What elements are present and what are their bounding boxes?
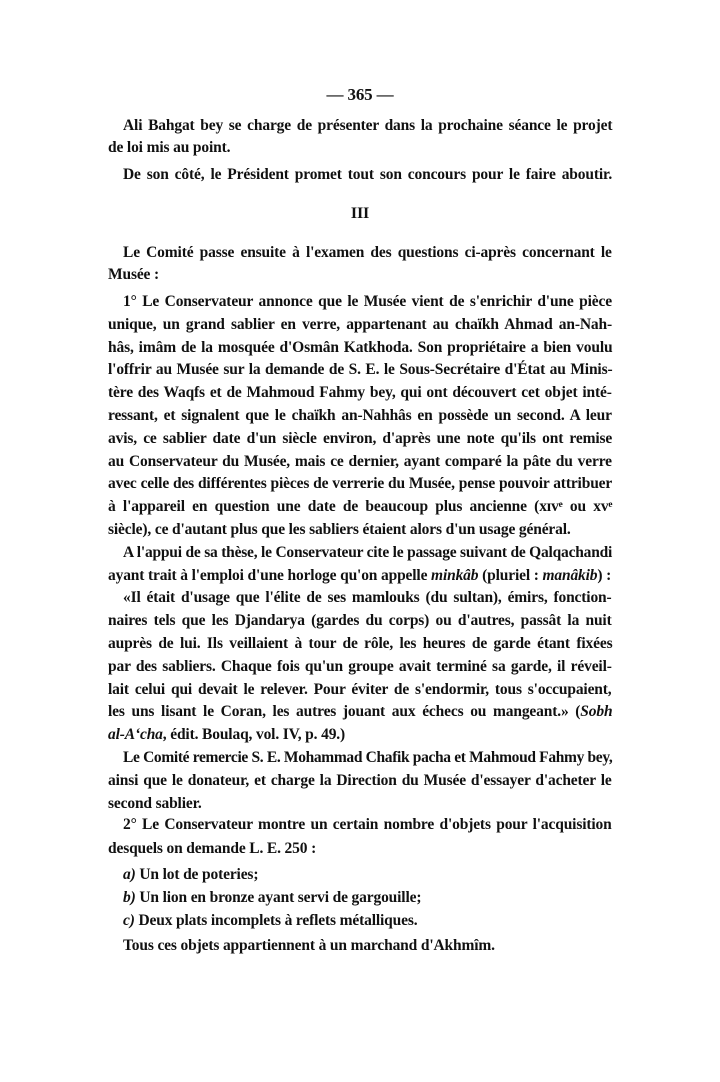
text-segment: III <box>350 205 370 222</box>
text-line <box>108 703 612 721</box>
italic-text: c) <box>123 912 135 929</box>
text-line <box>108 521 571 539</box>
italic-text: minkâb <box>431 566 479 584</box>
text-line <box>108 339 612 357</box>
text-segment: les uns lisant le Coran, les autres jouant aux échecs ou mangeant.» ( <box>108 703 581 721</box>
text-line <box>123 816 612 834</box>
text-line <box>108 681 612 699</box>
text-segment: , édit. Boulaq, vol. IV, p. 49.) <box>162 726 346 744</box>
text-segment: naires tels que les Djandarya (gardes du corps) ou d'autres, passât la nuit <box>108 612 612 630</box>
italic-text: a) <box>123 866 136 883</box>
text-segment: Deux plats incomplets à reflets métalliques. <box>134 912 418 929</box>
text-line <box>108 635 612 653</box>
text-segment: De son côté, le Président promet tout son concours pour le faire aboutir. <box>123 166 613 183</box>
text-segment: siècle), ce d'autant plus que les sabliers étaient alors d'un usage général. <box>108 521 571 538</box>
text-line <box>123 889 421 907</box>
text-segment: ressant, et signalent que le chaïkh an-Nahhâs en possède un second. A leur <box>108 407 612 424</box>
text-line <box>108 612 612 630</box>
italic-text: b) <box>123 889 136 906</box>
text-line <box>123 166 612 184</box>
text-segment: Tous ces objets appartiennent à un marchand d'Akhmîm. <box>123 937 495 954</box>
text-segment: 2° Le Conservateur montre un certain nombre d'objets pour l'acquisition <box>123 816 612 833</box>
text-line <box>123 937 495 955</box>
text-segment: ainsi que le donateur, et charge la Direction du Musée d'essayer d'acheter le <box>108 771 612 789</box>
text-segment: avis, ce sablier date d'un siècle environ, d'après une note qu'ils ont remise <box>108 429 613 447</box>
text-segment: desquels on demande L. E. 250 : <box>108 840 317 857</box>
text-segment: au Conservateur du Musée, mais ce dernier, ayant comparé la pâte du verre <box>108 452 612 470</box>
text-segment: à l'appareil en question une date de beaucoup plus ancienne (xɪvᵉ ou xvᵉ <box>108 498 613 516</box>
text-segment: Musée : <box>108 266 160 283</box>
text-line <box>108 658 612 676</box>
page-number: — 365 — <box>326 85 394 104</box>
text-segment: avec celle des différentes pièces de verrerie du Musée, pense pouvoir attribuer <box>108 475 613 493</box>
text-segment: unique, un grand sablier en verre, appartenant au chaïkh Ahmad an-Nah- <box>108 315 612 333</box>
text-line <box>123 589 612 607</box>
text-line <box>108 772 612 790</box>
text-segment: l'offrir au Musée sur la demande de S. E. le Sous-Secrétaire d'État au Minis- <box>108 361 613 379</box>
text-line <box>108 567 611 585</box>
text-line <box>108 266 159 284</box>
text-segment: A l'appui de sa thèse, le Conservateur cite le passage suivant de Qalqachandi <box>123 543 613 561</box>
text-line <box>108 384 612 402</box>
text-line <box>108 795 202 813</box>
text-line <box>123 293 612 311</box>
text-line <box>123 912 417 930</box>
text-line <box>108 139 230 157</box>
text-line <box>123 866 258 884</box>
text-segment: ayant trait à l'emploi d'une horloge qu'on appelle <box>108 566 432 584</box>
text-line <box>123 749 612 767</box>
text-segment: Ali Bahgat bey se charge de présenter dans la prochaine séance le projet <box>123 117 613 134</box>
text-line <box>108 840 316 858</box>
italic-text: manâkib <box>542 566 598 584</box>
text-line <box>108 726 345 744</box>
text-line <box>123 244 612 262</box>
italic-text: al-A‘cha <box>108 726 163 744</box>
italic-text: Sobh <box>580 703 613 721</box>
text-line <box>108 453 612 471</box>
text-line <box>108 407 612 425</box>
text-line <box>108 430 612 448</box>
text-segment: lait celui qui devait le relever. Pour éviter de s'endormir, tous s'occupaient, <box>108 680 612 698</box>
text-segment: Un lion en bronze ayant servi de gargouille; <box>135 889 422 906</box>
text-segment: tère des Waqfs et de Mahmoud Fahmy bey, qui ont découvert cet objet inté- <box>108 384 612 402</box>
text-line <box>108 498 612 516</box>
section-heading <box>0 205 720 223</box>
text-line <box>123 544 612 562</box>
text-line <box>108 361 612 379</box>
text-segment: ) : <box>597 566 612 584</box>
text-segment: second sablier. <box>108 794 202 812</box>
text-segment: auprès de lui. Ils veillaient à tour de rôle, les heures de garde étant fixées <box>108 635 613 652</box>
text-segment: Le Comité passe ensuite à l'examen des questions ci-après concernant le <box>123 244 612 261</box>
text-segment: Le Comité remercie S. E. Mohammad Chafik pacha et Mahmoud Fahmy bey, <box>123 749 613 766</box>
text-line <box>108 475 612 493</box>
text-segment: 1° Le Conservateur annonce que le Musée vient de s'enrichir d'une pièce <box>123 293 612 310</box>
text-segment: par des sabliers. Chaque fois qu'un groupe avait terminé sa garde, il réveil- <box>108 657 612 675</box>
text-line <box>108 316 612 334</box>
text-segment: «Il était d'usage que l'élite de ses mamlouks (du sultan), émirs, fonction- <box>123 589 612 607</box>
text-segment: (pluriel : <box>478 566 543 584</box>
text-segment: hâs, imâm de la mosquée d'Osmân Katkhoda. Son propriétaire a bien voulu <box>108 338 613 356</box>
text-segment: de loi mis au point. <box>108 139 231 156</box>
text-line <box>123 117 612 135</box>
text-segment: Un lot de poteries; <box>135 866 259 883</box>
